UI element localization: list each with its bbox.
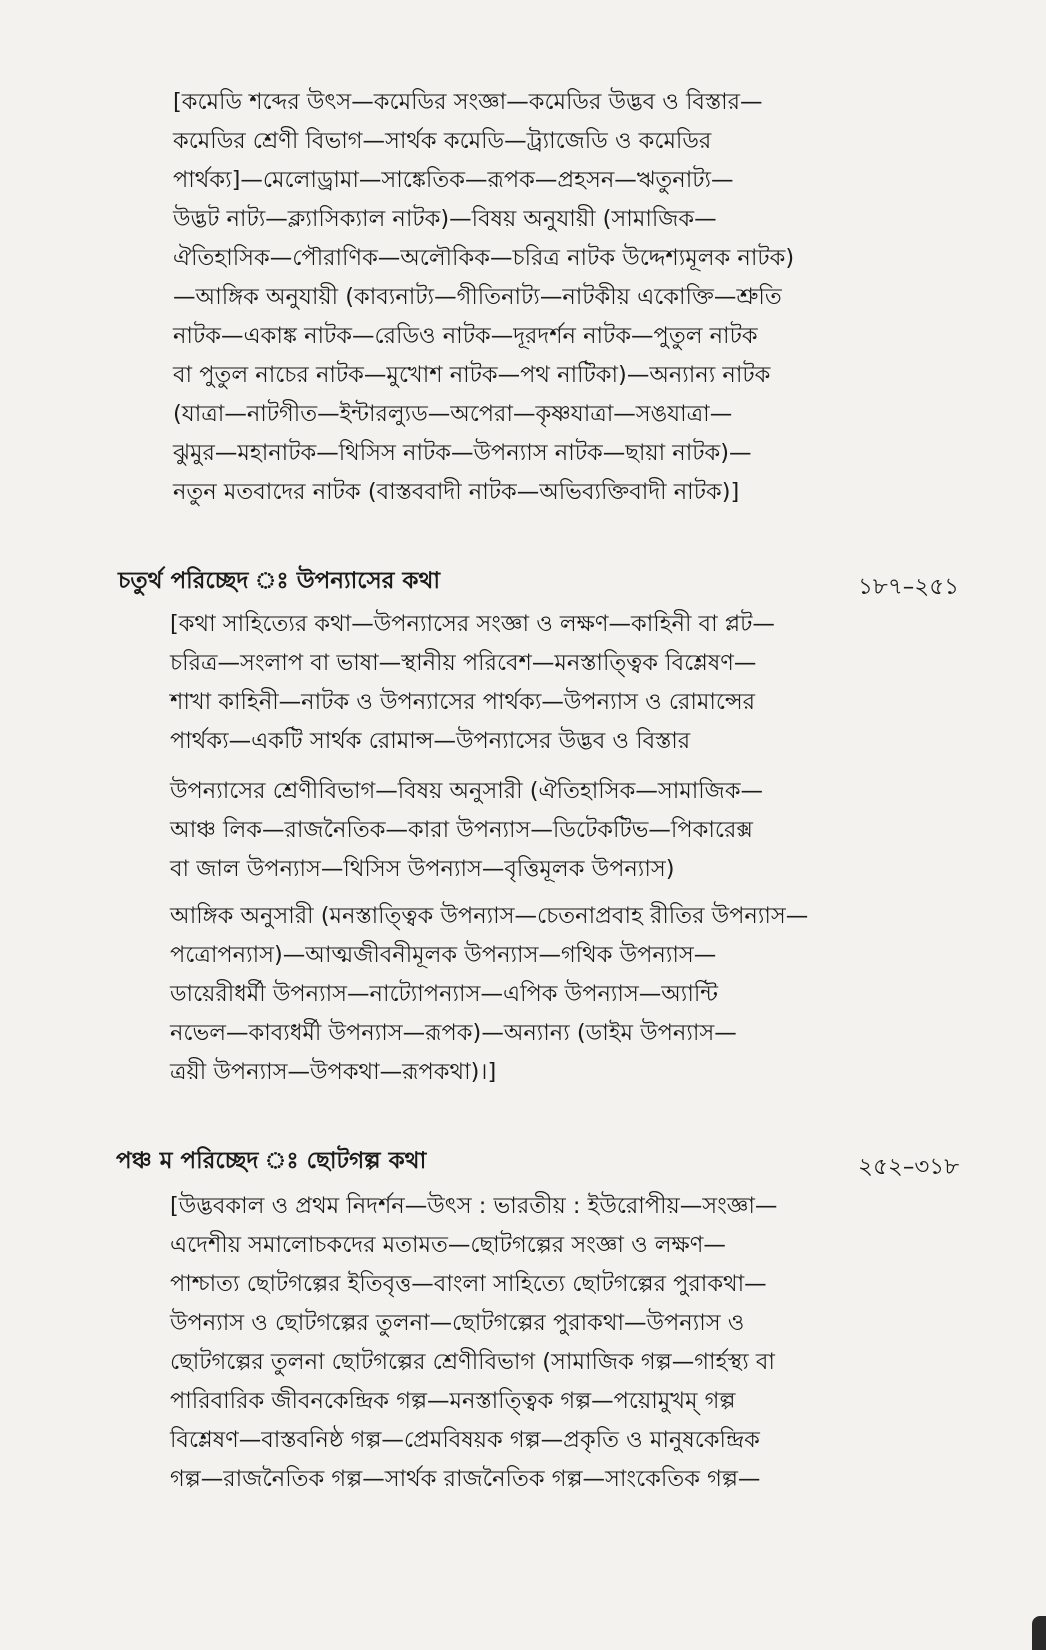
text-line: [উদ্ভবকাল ও প্রথম নিদর্শন—উৎস : ভারতীয় : ইউরোপীয়—সংজ্ঞা— (170, 1193, 778, 1219)
text-line: নতুন মতবাদের নাটক (বাস্তববাদী নাটক—অভিব্যক্তিবাদী নাটক)] (173, 479, 740, 505)
chapter-5-heading: পঞ্চ ম পরিচ্ছেদ ঃ ছোটগল্প কথা (116, 1148, 427, 1174)
chapter-4-page-range: ১৮৭–২৫১ (858, 574, 960, 600)
text-line: চরিত্র—সংলাপ বা ভাষা—স্থানীয় পরিবেশ—মনস্তাত্ত্বিক বিশ্লেষণ— (170, 650, 757, 676)
text-line: ছোটগল্পের তুলনা ছোটগল্পের শ্রেণীবিভাগ (সামাজিক গল্প—গার্হস্থ্য বা (170, 1349, 775, 1375)
text-line: উপন্যাসের শ্রেণীবিভাগ—বিষয় অনুসারী (ঐতিহাসিক—সামাজিক— (170, 778, 764, 804)
chapter-4-heading: চতুর্থ পরিচ্ছেদ ঃ উপন্যাসের কথা (118, 568, 441, 594)
chapter-5-page-range: ২৫২–৩১৮ (858, 1154, 960, 1180)
text-line: [কথা সাহিত্যের কথা—উপন্যাসের সংজ্ঞা ও লক্ষণ—কাহিনী বা প্লট— (170, 611, 775, 637)
text-line: ডায়েরীধর্মী উপন্যাস—নাট্যোপন্যাস—এপিক উপন্যাস—অ্যান্টি (170, 981, 718, 1007)
text-line: —আঙ্গিক অনুযায়ী (কাব্যনাট্য—গীতিনাট্য—নাটকীয় একোক্তি—শ্রুতি (173, 284, 782, 310)
text-line: পত্রোপন্যাস)—আত্মজীবনীমূলক উপন্যাস—গথিক উপন্যাস— (170, 942, 717, 968)
text-line: নভেল—কাব্যধর্মী উপন্যাস—রূপক)—অন্যান্য (ডাইম উপন্যাস— (170, 1020, 737, 1046)
text-line: শাখা কাহিনী—নাটক ও উপন্যাসের পার্থক্য—উপন্যাস ও রোমান্সের (170, 689, 756, 715)
text-line: ঐতিহাসিক—পৌরাণিক—অলৌকিক—চরিত্র নাটক উদ্দেশ্যমূলক নাটক) (173, 245, 795, 271)
text-line: গল্প—রাজনৈতিক গল্প—সার্থক রাজনৈতিক গল্প—সাংকেতিক গল্প— (170, 1466, 761, 1492)
drama-topics-block (173, 83, 794, 512)
chapter-4-topics-3 (170, 897, 808, 1092)
text-line: ঝুমুর—মহানাটক—থিসিস নাটক—উপন্যাস নাটক—ছায়া নাটক)— (173, 440, 752, 466)
text-line: পারিবারিক জীবনকেন্দ্রিক গল্প—মনস্তাত্ত্বিক গল্প—পয়োমুখম্ গল্প (170, 1388, 736, 1414)
text-line: আঞ্চ লিক—রাজনৈতিক—কারা উপন্যাস—ডিটেকটিভ—পিকারেক্স (170, 817, 753, 843)
text-line: [কমেডি শব্দের উৎস—কমেডির সংজ্ঞা—কমেডির উদ্ভব ও বিস্তার— (173, 89, 763, 115)
text-line: উপন্যাস ও ছোটগল্পের তুলনা—ছোটগল্পের পুরাকথা—উপন্যাস ও (170, 1310, 745, 1336)
text-line: পার্থক্য—একটি সার্থক রোমান্স—উপন্যাসের উদ্ভব ও বিস্তার (170, 728, 691, 754)
text-line: পার্থক্য]—মেলোড্রামা—সাঙ্কেতিক—রূপক—প্রহসন—ঋতুনাট্য— (173, 167, 734, 193)
text-line: বিশ্লেষণ—বাস্তবনিষ্ঠ গল্প—প্রেমবিষয়ক গল্প—প্রকৃতি ও মানুষকেন্দ্রিক (170, 1427, 760, 1453)
text-line: ত্রয়ী উপন্যাস—উপকথা—রূপকথা)।] (170, 1059, 497, 1085)
text-line: এদেশীয় সমালোচকদের মতামত—ছোটগল্পের সংজ্ঞা ও লক্ষণ— (170, 1232, 726, 1258)
scan-edge-shadow (1032, 1616, 1046, 1650)
chapter-4-topics-1 (170, 605, 775, 761)
chapter-5-topics (170, 1187, 777, 1499)
text-line: বা জাল উপন্যাস—থিসিস উপন্যাস—বৃত্তিমূলক উপন্যাস) (170, 856, 675, 882)
chapter-4-topics-2 (170, 772, 763, 889)
text-line: নাটক—একাঙ্ক নাটক—রেডিও নাটক—দূরদর্শন নাটক—পুতুল নাটক (173, 323, 758, 349)
text-line: আঙ্গিক অনুসারী (মনস্তাত্ত্বিক উপন্যাস—চেতনাপ্রবাহ রীতির উপন্যাস— (170, 903, 809, 929)
text-line: বা পুতুল নাচের নাটক—মুখোশ নাটক—পথ নাটিকা)—অন্যান্য নাটক (173, 362, 771, 388)
text-line: উদ্ভট নাট্য—ক্ল্যাসিক্যাল নাটক)—বিষয় অনুযায়ী (সামাজিক— (173, 206, 717, 232)
text-line: (যাত্রা—নাটগীত—ইন্টারল্যুড—অপেরা—কৃষ্ণযাত্রা—সঙযাত্রা— (173, 401, 733, 427)
text-line: কমেডির শ্রেণী বিভাগ—সার্থক কমেডি—ট্র্যাজেডি ও কমেডির (173, 128, 712, 154)
text-line: পাশ্চাত্য ছোটগল্পের ইতিবৃত্ত—বাংলা সাহিত্যে ছোটগল্পের পুরাকথা— (170, 1271, 767, 1297)
